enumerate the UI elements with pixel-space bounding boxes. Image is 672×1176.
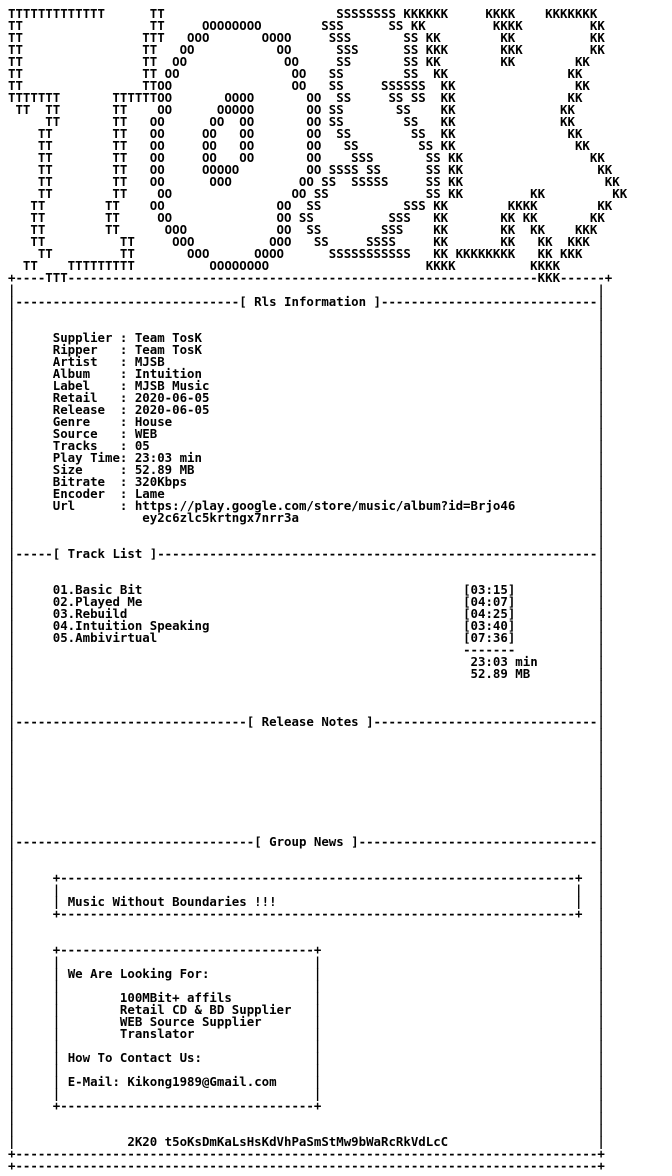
track-row: | 03.Rebuild [04:25] | [8, 606, 605, 621]
total-size: | 52.89 MB | [8, 666, 605, 681]
blank-line: | | [8, 522, 605, 537]
looking-for-title: | | We Are Looking For: | | [8, 966, 605, 981]
total-play-time: | 23:03 min | [8, 654, 605, 669]
blank-line: | | [8, 750, 605, 765]
release-info-supplier: | Supplier : Team TosK | [8, 330, 605, 345]
email-link[interactable]: Kikong1989@Gmail.com [127, 1074, 277, 1089]
release-info-label: Url [52, 498, 120, 513]
looking-for-heading: We Are Looking For: [67, 966, 210, 981]
release-info-label: Retail [52, 390, 120, 405]
release-info-value: Intuition [134, 366, 202, 381]
looking-for-item-text: Translator [119, 1026, 195, 1041]
blank-line: | | [8, 690, 605, 705]
release-info-label: | Label : MJSB Music | [8, 378, 605, 393]
blank-line: | | [8, 678, 605, 693]
release-info-label: Play Time [52, 450, 120, 465]
logo-art-text: TT TT OO OO OO OO SS SS KK KK [8, 114, 575, 129]
contact-heading: How To Contact Us: [67, 1050, 202, 1065]
track-row: | 02.Played Me [04:07] | [8, 594, 605, 609]
track-title: 05.Ambivirtual [52, 630, 158, 645]
total-size-value: 52.89 MB [470, 666, 531, 681]
blank-line: | | [8, 570, 605, 585]
track-title: 01.Basic Bit [52, 582, 143, 597]
blank-line: | | [8, 702, 605, 717]
release-info-value: Team TosK [134, 330, 202, 345]
release-info-tracks: | Tracks : 05 | [8, 438, 605, 453]
release-info-value: 320Kbps [134, 474, 188, 489]
logo-art-text: TT TTOO OO SS SSSSSS KK KK [8, 78, 590, 93]
release-info-value: Lame [134, 486, 165, 501]
logo-art-text: TTTTTTTTTTTTT TT SSSSSSSS KKKKKK KKKK KKKKKKK [8, 6, 598, 21]
recruit-blank: | | | | [8, 978, 605, 993]
section-track-list-title: [ Track List ] [52, 546, 158, 561]
release-info-value: Team TosK [134, 342, 202, 357]
slogan-box-pad: | | | | [8, 882, 605, 897]
release-info-label: Encoder [52, 486, 120, 501]
logo-art-text: TTTTTTT TTTTTTOO OOOO OO SS SS SS KK KK [8, 90, 583, 105]
logo-art-text: TT TT OO OO SS SS KK KK KK [8, 186, 628, 201]
track-row: | 01.Basic Bit [03:15] | [8, 582, 605, 597]
track-title: 04.Intuition Speaking [52, 618, 210, 633]
footer-signature: | 2K20 t5oKsDmKaLsHsKdVhPaSmStMw9bWaRcRkVdLcC | [8, 1134, 605, 1149]
release-info-size: | Size : 52.89 MB | [8, 462, 605, 477]
logo-art-text: TT TT OO OO OO OO SS SS KK KK [8, 126, 583, 141]
blank-line: | | [8, 774, 605, 789]
contact-email: | | E-Mail: Kikong1989@Gmail.com | | [8, 1074, 605, 1089]
logo-art-text: TT TTT OOO OOOO SSS SS KK KK KK [8, 30, 605, 45]
release-info-album: | Album : Intuition | [8, 366, 605, 381]
total-play-time-value: 23:03 min [470, 654, 538, 669]
logo-art-text: TT TT OO OO SS SSS KK KKKK KK [8, 198, 613, 213]
logo-art-text: TT TT OO OO OO OO SS SS KK KK [8, 138, 590, 153]
section-group-news: |--------------------------------[ Group News ]--------------------------------| [8, 834, 605, 849]
email-label: E-Mail: [67, 1074, 120, 1089]
album-url-continuation[interactable]: ey2c6zlc5krtngx7nrr3a [142, 510, 299, 525]
blank-line: | | [8, 558, 605, 573]
recruit-box-top: | +----------------------------------+ | [8, 942, 605, 957]
section-rls-information-title: [ Rls Information ] [239, 294, 382, 309]
section-release-notes-title: [ Release Notes ] [246, 714, 374, 729]
release-info-url: | Url : https://play.google.com/store/music/album?id=Brjo46 | [8, 498, 605, 513]
recruit-blank: | | | | [8, 1038, 605, 1053]
logo-art-text: TT TT OOOOOOOO SSS SS KK KKKK KK [8, 18, 605, 33]
looking-for-item: | | WEB Source Supplier | | [8, 1014, 605, 1029]
release-info-bitrate: | Bitrate : 320Kbps | [8, 474, 605, 489]
logo-art-text: TT TT OOO OOO SS SSSS KK KK KK KKK [8, 234, 590, 249]
totals-separator-text: ------- [463, 642, 516, 657]
release-info-value: 2020-06-05 [134, 390, 210, 405]
recruit-blank: | | | | [8, 1086, 605, 1101]
blank-line: | | [8, 918, 605, 933]
logo-art-text: TT TT OOO OO SS SSS KK KK KK KKK [8, 222, 598, 237]
release-info-source: | Source : WEB | [8, 426, 605, 441]
track-duration: [03:15] [463, 582, 516, 597]
recruit-box-bottom: | +----------------------------------+ | [8, 1098, 605, 1113]
release-info-label: Source [52, 426, 120, 441]
blank-line: | | [8, 738, 605, 753]
release-info-genre: | Genre : House | [8, 414, 605, 429]
release-info-label: Ripper [52, 342, 120, 357]
release-info-label: Album [52, 366, 120, 381]
blank-line: | | [8, 858, 605, 873]
release-info-value: WEB [134, 426, 158, 441]
release-info-encoder: | Encoder : Lame | [8, 486, 605, 501]
release-info-value: 05 [134, 438, 150, 453]
album-url-link[interactable]: https://play.google.com/store/music/album?id=Brjo46 [134, 498, 516, 513]
looking-for-item-text: Retail CD & BD Supplier [119, 1002, 292, 1017]
logo-art-text: TT TT OO OO OO OO SSS SS KK KK [8, 150, 605, 165]
release-info-retail: | Retail : 2020-06-05 | [8, 390, 605, 405]
track-duration: [03:40] [463, 618, 516, 633]
logo-art-text: TT TTTTTTTTT OOOOOOOO KKKK KKKK [8, 258, 561, 273]
looking-for-item-text: WEB Source Supplier [119, 1014, 262, 1029]
logo-art-text: TT TT OO OO SS SS KK KK [8, 66, 583, 81]
section-track-list: |-----[ Track List ]-----------------------------------------------------------| [8, 546, 605, 561]
slogan-box-bottom: | +---------------------------------------------------------------------+ | [8, 906, 605, 921]
release-info-ripper: | Ripper : Team TosK | [8, 342, 605, 357]
release-info-value: MJSB [134, 354, 165, 369]
logo-art-text: TT TT OO OO SS SS KK KK KK [8, 54, 590, 69]
logo-art-text: TT TT OO OO SS SSS KK KK KK KK [8, 210, 605, 225]
blank-line: | | [8, 1110, 605, 1125]
logo-art-text: TT TT OO OOOOO OO SSSS SS SS KK KK [8, 162, 613, 177]
blank-line: | | [8, 534, 605, 549]
track-title: 02.Played Me [52, 594, 143, 609]
blank-line: | | [8, 810, 605, 825]
section-group-news-title: [ Group News ] [254, 834, 359, 849]
logo-art-text: TT TT OO OO SSS SS KKK KKK KK [8, 42, 605, 57]
release-info-label: Size [52, 462, 120, 477]
release-info-label: Tracks [52, 438, 120, 453]
track-duration: [07:36] [463, 630, 516, 645]
blank-line: | | [8, 930, 605, 945]
totals-separator: | ------- | [8, 642, 605, 657]
blank-line: | | [8, 726, 605, 741]
blank-line: | | [8, 318, 605, 333]
release-info-label: Artist [52, 354, 120, 369]
track-title: 03.Rebuild [52, 606, 128, 621]
contact-title: | | How To Contact Us: | | [8, 1050, 605, 1065]
looking-for-item-text: 100MBit+ affils [119, 990, 232, 1005]
frame-bottom-2: +------------------------------------------------------------------------------+ [8, 1158, 605, 1173]
release-info-value: 23:03 min [134, 450, 202, 465]
release-info-value: House [134, 414, 173, 429]
blank-line: | | [8, 306, 605, 321]
looking-for-item: | | 100MBit+ affils | | [8, 990, 605, 1005]
track-duration: [04:25] [463, 606, 516, 621]
blank-line: | | [8, 798, 605, 813]
release-info-label: Label [52, 378, 120, 393]
slogan-line: | | Music Without Boundaries !!! | | [8, 894, 605, 909]
release-info-label: Genre [52, 414, 120, 429]
release-info-value: MJSB Music [134, 378, 210, 393]
release-info-label: Release [52, 402, 120, 417]
logo-art-text: TT TT TT OO OOOOO OO SS SS KK KK [8, 102, 575, 117]
recruit-blank: | | | | [8, 1062, 605, 1077]
group-slogan: Music Without Boundaries !!! [67, 894, 277, 909]
section-rls-information: |------------------------------[ Rls Information ]-----------------------------| [8, 294, 605, 309]
blank-line: | | [8, 282, 605, 297]
slogan-box-top: | +---------------------------------------------------------------------+ | [8, 870, 605, 885]
blank-line: | | [8, 846, 605, 861]
logo-art-text: TT TT OOO OOOO SSSSSSSSSSS KK KKKKKKKK KK KKK [8, 246, 583, 261]
looking-for-item: | | Translator | | [8, 1026, 605, 1041]
blank-line: | | [8, 1122, 605, 1137]
frame-border: +----TTT---------------------------------------------------------------KKK------+ [8, 270, 613, 285]
release-info-label: Supplier [52, 330, 120, 345]
blank-line: | | [8, 762, 605, 777]
release-info-artist: | Artist : MJSB | [8, 354, 605, 369]
release-info-value: 52.89 MB [134, 462, 195, 477]
logo-art-text: TT TT OO OOO OO SS SSSSS SS KK KK [8, 174, 620, 189]
track-row: | 04.Intuition Speaking [03:40] | [8, 618, 605, 633]
blank-line: | | [8, 786, 605, 801]
frame-bottom-1: +------------------------------------------------------------------------------+ [8, 1146, 605, 1161]
recruit-blank: | | | | [8, 954, 605, 969]
looking-for-item: | | Retail CD & BD Supplier | | [8, 1002, 605, 1017]
release-info-release: | Release : 2020-06-05 | [8, 402, 605, 417]
track-duration: [04:07] [463, 594, 516, 609]
blank-line: | | [8, 822, 605, 837]
section-release-notes: |-------------------------------[ Release Notes ]------------------------------| [8, 714, 605, 729]
release-info-play-time: | Play Time: 23:03 min | [8, 450, 605, 465]
track-row: | 05.Ambivirtual [07:36] | [8, 630, 605, 645]
url-continuation: | ey2c6zlc5krtngx7nrr3a | [8, 510, 605, 525]
release-info-value: 2020-06-05 [134, 402, 210, 417]
group-signature: 2K20 t5oKsDmKaLsHsKdVhPaSmStMw9bWaRcRkVdLcC [127, 1134, 449, 1149]
release-info-label: Bitrate [52, 474, 120, 489]
